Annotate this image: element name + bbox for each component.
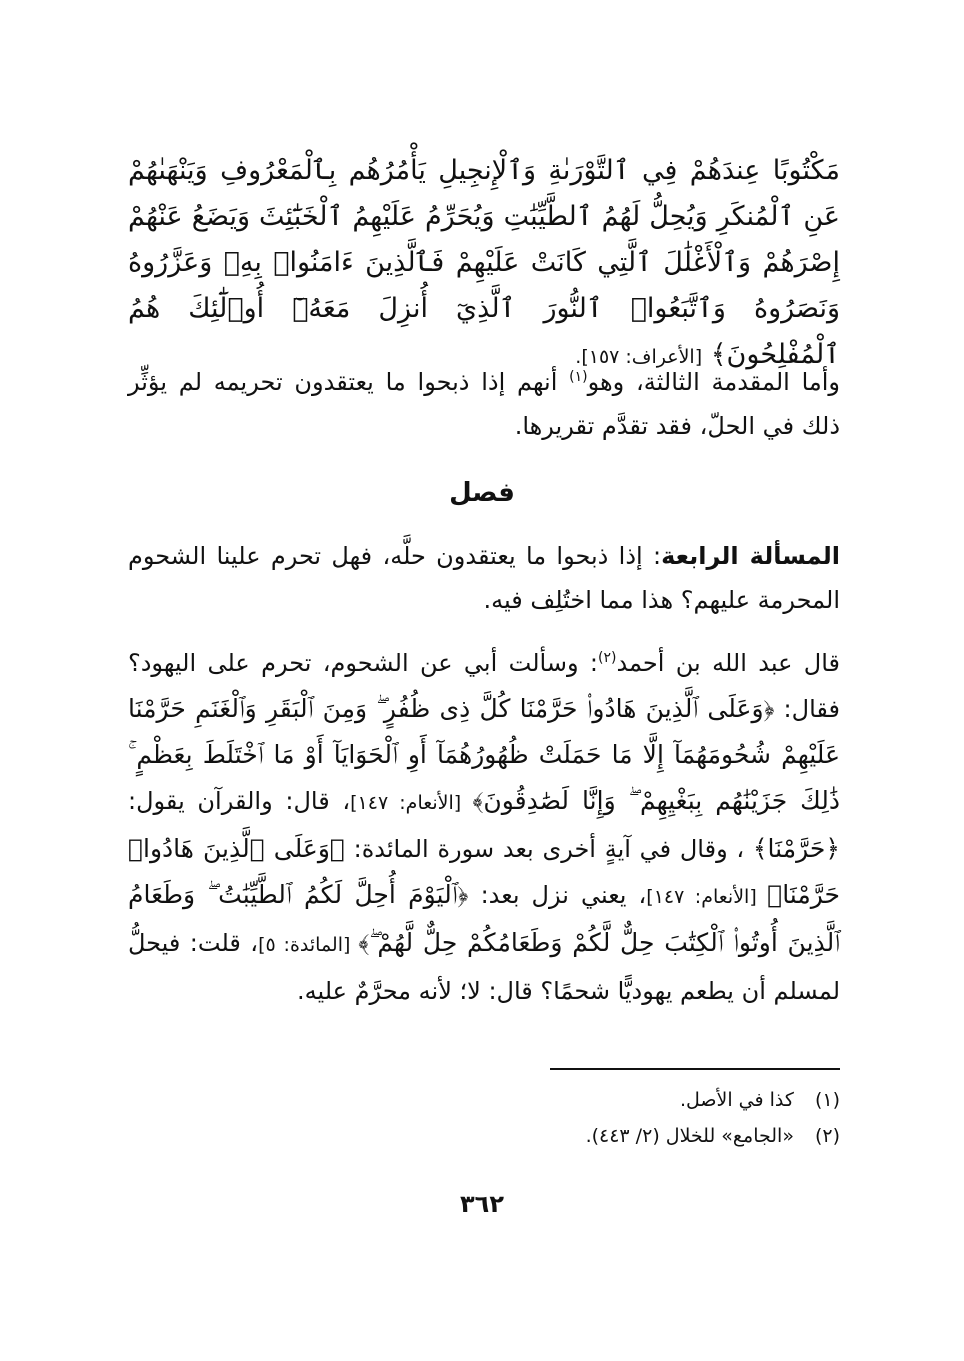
- paragraph-text: ، وقال في آيةٍ أخرى بعد سورة المائدة:: [344, 835, 753, 863]
- verse-reference: [المائدة: ٥]: [258, 934, 359, 956]
- footnote-item: [128, 1082, 840, 1118]
- verse-reference: [الأنعام: ١٤٧]: [646, 886, 768, 908]
- quran-verse-block: [128, 148, 840, 380]
- footnote-text: «الجامع» للخلال (٢/ ٤٤٣).: [585, 1125, 794, 1147]
- paragraph-text: قال عبد الله بن أحمد: [616, 649, 840, 677]
- verse-reference: [الأنعام: ١٤٧]: [350, 792, 473, 814]
- footnote-marker: (١): [569, 369, 588, 385]
- quran-quote: ﴿وَعَلَى ٱلَّذِينَ هَادُوا۟ حَرَّمْنَا كُلَّ ذِى ظُفُرٍ ۖ وَمِنَ ٱلْبَقَرِ وَٱلْغَنَمِ حَرَّمْنَا عَلَيْهِمْ شُحُومَهُمَآ إِلَّا مَا حَمَلَتْ ظُهُورُهُمَآ أَوِ ٱلْحَوَايَآ أَوْ مَا ٱخْتَلَطَ بِعَظْمٍ ۚ ذَٰلِكَ جَزَيْنَٰهُم بِبَغْيِهِمْ ۖ وَإِنَّا لَصَٰدِقُونَ﴾: [128, 694, 840, 815]
- verse-reference: [الأعراف: ١٥٧].: [575, 346, 703, 368]
- quran-quote: ﴿ٱلْيَوْمَ أُحِلَّ لَكُمُ ٱلطَّيِّبَٰتُ ۖ وَطَعَامُ ٱلَّذِينَ أُوتُوا۟ ٱلْكِتَٰبَ حِلٌّ لَّكُمْ وَطَعَامُكُمْ حِلٌّ لَّهُمْ ۖ﴾: [128, 880, 840, 957]
- paragraph-third-premise: [128, 360, 840, 448]
- quran-quote: ﴿وَعَلَى ٱلَّذِينَ هَادُوا۟ حَرَّمْنَا﴾: [128, 834, 840, 909]
- paragraph-text: ، قال: والقرآن يقول:: [128, 787, 351, 815]
- footnote-marker: (٢): [597, 650, 617, 666]
- issue-heading: المسألة الرابعة: [661, 542, 840, 570]
- paragraph-text: وأما المقدمة الثالثة، وهو: [587, 368, 840, 396]
- paragraph-text: ، يعني نزل بعد:: [468, 881, 647, 909]
- footnote-text: كذا في الأصل.: [679, 1089, 794, 1111]
- page-number: ٣٦٢: [460, 1190, 504, 1218]
- paragraph-text: : وسألت أبي عن الشحوم، تحرم على اليهود؟ فقال:: [128, 649, 840, 723]
- quran-verse-text: مَكْتُوبًا عِندَهُمْ فِي ٱلتَّوْرَىٰةِ وَٱلْإِنجِيلِ يَأْمُرُهُم بِٱلْمَعْرُوفِ وَيَنْهَىٰهُمْ عَنِ ٱلْمُنكَرِ وَيُحِلُّ لَهُمُ ٱلطَّيِّبَٰتِ وَيُحَرِّمُ عَلَيْهِمُ ٱلْخَبَٰٓئِثَ وَيَضَعُ عَنْهُمْ إِصْرَهُمْ وَٱلْأَغْلَٰلَ ٱلَّتِي كَانَتْ عَلَيْهِمْ فَٱلَّذِينَ ءَامَنُوا۟ بِهِۦ وَعَزَّرُوهُ وَنَصَرُوهُ وَٱتَّبَعُوا۟ ٱلنُّورَ ٱلَّذِيٓ أُنزِلَ مَعَهُۥٓ أُو۟لَٰٓئِكَ هُمُ ٱلْمُفْلِحُونَ﴾: [128, 155, 840, 370]
- footnotes: [128, 1082, 840, 1154]
- paragraph-fourth-issue: [128, 534, 840, 622]
- quran-quote: ﴿حَرَّمْنَا﴾: [752, 834, 840, 863]
- paragraph-text: : إذا ذبحوا ما يعتقدون حلَّه، فهل تحرم علينا الشحوم المحرمة عليهم؟ هذا مما اختُلِف فيه.: [128, 542, 840, 614]
- footnote-number: (١): [814, 1089, 840, 1111]
- paragraph-text: أنهم إذا ذبحوا ما يعتقدون تحريمه لم يؤثِّر ذلك في الحلّ، فقد تقدَّم تقريرها.: [128, 368, 840, 440]
- paragraph-abdullah-report: [128, 640, 840, 1014]
- paragraph-text: ، قلت: فيحلُّ لمسلم أن يطعم يهوديًّا شحمًا؟ قال: لا؛ لأنه محرَّمٌ عليه.: [128, 929, 840, 1005]
- footnote-item: [128, 1118, 840, 1154]
- section-title: فصل: [449, 478, 515, 508]
- footnote-divider: [550, 1068, 840, 1070]
- footnote-number: (٢): [814, 1125, 840, 1147]
